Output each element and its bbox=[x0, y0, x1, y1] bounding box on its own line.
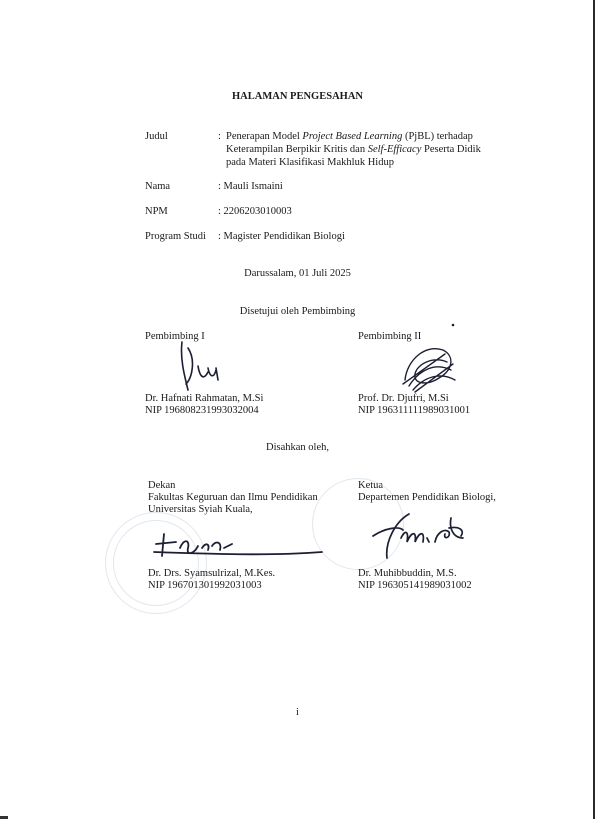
dean-signature bbox=[150, 530, 325, 560]
dean-unit-2: Universitas Syiah Kuala, bbox=[148, 504, 253, 515]
judul-line-2: Keterampilan Berpikir Kritis dan Self-Efficacy Peserta Didik bbox=[226, 144, 481, 155]
dean-nip: NIP 196701301992031003 bbox=[148, 580, 262, 591]
dean-role: Dekan bbox=[148, 480, 176, 491]
page-number: i bbox=[296, 707, 299, 718]
advisor1-role: Pembimbing I bbox=[145, 331, 205, 342]
advisor2-role: Pembimbing II bbox=[358, 331, 422, 342]
prodi-value: : Magister Pendidikan Biologi bbox=[218, 231, 345, 242]
npm-value: : 2206203010003 bbox=[218, 206, 292, 217]
judul-colon: : bbox=[218, 131, 221, 142]
approved-by: Disetujui oleh Pembimbing bbox=[239, 306, 356, 317]
head-role: Ketua bbox=[358, 480, 384, 491]
page-title: HALAMAN PENGESAHAN bbox=[232, 91, 363, 102]
place-date: Darussalam, 01 Juli 2025 bbox=[244, 268, 351, 279]
judul-label: Judul bbox=[145, 131, 168, 142]
nama-value: : Mauli Ismaini bbox=[218, 181, 283, 192]
advisor2-nip: NIP 196311111989031001 bbox=[358, 405, 471, 416]
head-signature bbox=[365, 508, 475, 568]
advisor2-signature bbox=[395, 340, 465, 400]
prodi-label: Program Studi bbox=[145, 231, 206, 242]
npm-label: NPM bbox=[145, 206, 168, 217]
advisor1-nip: NIP 196808231993032004 bbox=[145, 405, 259, 416]
advisor1-name: Dr. Hafnati Rahmatan, M.Si bbox=[145, 393, 264, 404]
head-unit-1: Departemen Pendidikan Biologi, bbox=[358, 492, 496, 503]
ratified-by: Disahkan oleh, bbox=[266, 442, 329, 453]
nama-label: Nama bbox=[145, 181, 171, 192]
head-nip: NIP 196305141989031002 bbox=[358, 580, 472, 591]
head-name: Dr. Muhibbuddin, M.S. bbox=[358, 568, 457, 579]
judul-line-1: Penerapan Model Project Based Learning (PjBL) terhadap bbox=[226, 131, 473, 142]
ink-dot-mark bbox=[450, 322, 460, 332]
dean-name: Dr. Drs. Syamsulrizal, M.Kes. bbox=[148, 568, 276, 579]
judul-line-3: pada Materi Klasifikasi Makhluk Hidup bbox=[226, 157, 394, 168]
dean-unit-1: Fakultas Keguruan dan Ilmu Pendidikan bbox=[148, 492, 318, 503]
advisor1-signature bbox=[170, 338, 230, 398]
advisor2-name: Prof. Dr. Djufri, M.Si bbox=[358, 393, 449, 404]
